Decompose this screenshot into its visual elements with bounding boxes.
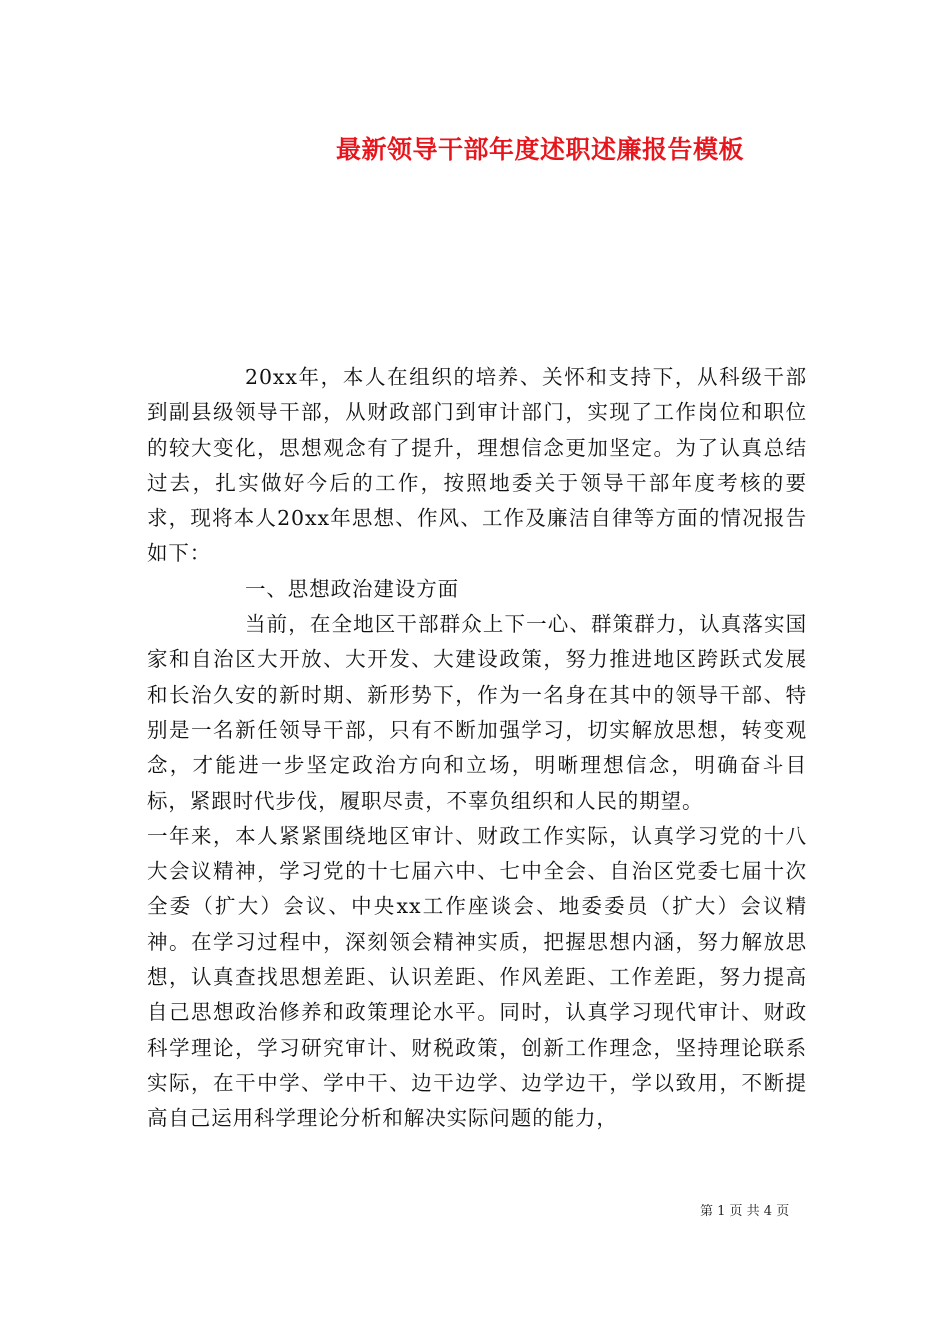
- paragraph-study: 一年来，本人紧紧围绕地区审计、财政工作实际，认真学习党的十八大会议精神，学习党的十七届六中、七中全会、自治区党委七届十次全委（扩大）会议、中央xx工作座谈会、地委委员（扩大）会议精神。在学习过程中，深刻领会精神实质，把握思想内涵，努力解放思想，认真查找思想差距、认识差距、作风差距、工作差距，努力提高自己思想政治修养和政策理论水平。同时，认真学习现代审计、财政科学理论，学习研究审计、财税政策，创新工作理念，坚持理论联系实际，在干中学、学中干、边干边学、边学边干，学以致用，不断提高自己运用科学理论分析和解决实际问题的能力，: [147, 823, 807, 1131]
- section-heading: 一、思想政治建设方面: [245, 576, 459, 601]
- document-title: 最新领导干部年度述职述廉报告模板: [335, 135, 744, 164]
- paragraph-intro: 20xx年，本人在组织的培养、关怀和支持下，从科级干部到副县级领导干部，从财政部门到审计部门，实现了工作岗位和职位的较大变化，思想观念有了提升，理想信念更加坚定。为了认真总结过去，扎实做好今后的工作，按照地委关于领导干部年度考核的要求，现将本人20xx年思想、作风、工作及廉洁自律等方面的情况报告如下：: [147, 365, 807, 566]
- paragraph-context: 当前，在全地区干部群众上下一心、群策群力，认真落实国家和自治区大开放、大开发、大建设政策，努力推进地区跨跃式发展和长治久安的新时期、新形势下，作为一名身在其中的领导干部、特别是一名新任领导干部，只有不断加强学习，切实解放思想，转变观念，才能进一步坚定政治方向和立场，明晰理想信念，明确奋斗目标，紧跟时代步伐，履职尽责，不辜负组织和人民的期望。: [147, 612, 807, 813]
- document-body: [147, 360, 807, 1137]
- page-number: 第 1 页 共 4 页: [700, 1204, 790, 1219]
